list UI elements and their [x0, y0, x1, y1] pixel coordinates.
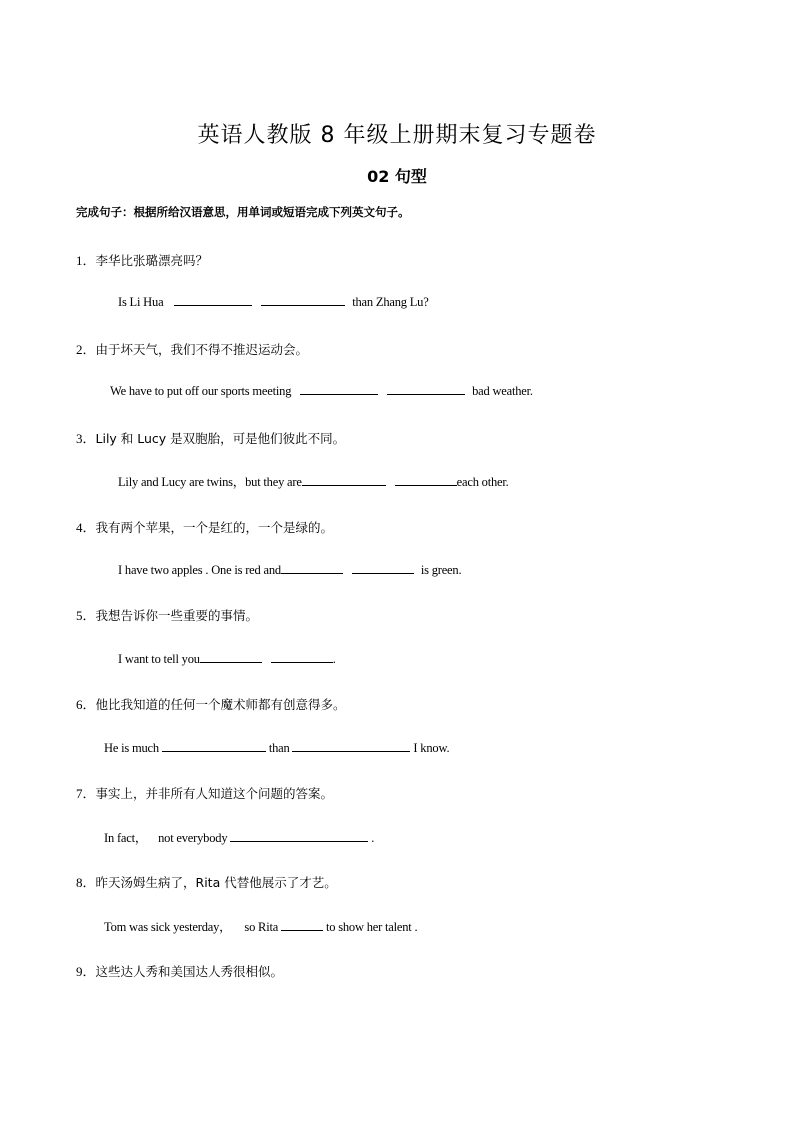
answer-blank[interactable]	[387, 382, 465, 395]
question-number: 8．	[76, 875, 96, 890]
answer-text: is green.	[420, 563, 462, 577]
question-chinese: 昨天汤姆生病了，Rita 代替他展示了才艺。	[95, 875, 337, 890]
answer-blank[interactable]	[300, 382, 378, 395]
question-chinese: 事实上，并非所有人知道这个问题的答案。	[95, 786, 334, 801]
answer-line-1	[118, 293, 429, 310]
answer-line-8	[104, 917, 417, 935]
answer-text: I know.	[413, 741, 450, 755]
question-chinese: 他比我知道的任何一个魔术师都有创意得多。	[95, 697, 346, 712]
page-subtitle: 02 句型	[367, 167, 427, 186]
answer-text: to show her talent .	[325, 920, 418, 934]
page-title: 英语人教版 8 年级上册期末复习专题卷	[197, 123, 597, 148]
question-number: 7．	[76, 786, 96, 801]
answer-text: Is Li Hua	[118, 295, 164, 309]
answer-blank[interactable]	[200, 650, 262, 663]
question-chinese: 我有两个苹果，一个是红的，一个是绿的。	[95, 520, 334, 535]
question-3	[76, 428, 345, 447]
answer-blank[interactable]	[174, 293, 252, 306]
answer-blank[interactable]	[162, 739, 266, 752]
instruction-text: 完成句子：根据所给汉语意思，用单词或短语完成下列英文句子。	[76, 205, 410, 219]
question-number: 3．	[76, 431, 96, 446]
answer-line-3	[118, 472, 509, 490]
answer-text: In fact，	[104, 831, 148, 845]
question-number: 6．	[76, 697, 96, 712]
answer-line-4	[118, 561, 461, 578]
answer-blank[interactable]	[302, 473, 386, 486]
answer-text: I want to tell you	[118, 652, 200, 666]
answer-blank[interactable]	[261, 293, 345, 306]
question-chinese: Lily 和 Lucy 是双胞胎，可是他们彼此不同。	[95, 431, 346, 446]
question-6	[76, 694, 346, 713]
answer-line-6	[104, 739, 449, 756]
question-chinese: 由于坏天气，我们不得不推迟运动会。	[95, 342, 309, 357]
question-number: 4．	[76, 520, 96, 535]
question-number: 9．	[76, 964, 96, 979]
answer-blank[interactable]	[230, 829, 368, 842]
answer-text: bad weather.	[472, 384, 533, 398]
answer-text: so Rita	[244, 920, 279, 934]
answer-text: not everybody	[158, 831, 228, 845]
question-chinese: 李华比张璐漂亮吗？	[95, 253, 209, 268]
answer-text: He is much	[104, 741, 159, 755]
question-1	[76, 250, 208, 269]
answer-text: Lily and Lucy are twins，but they are	[118, 475, 302, 489]
question-chinese: 这些达人秀和美国达人秀很相似。	[95, 964, 284, 979]
answer-text: .	[371, 831, 375, 845]
question-2	[76, 339, 308, 358]
question-chinese: 我想告诉你一些重要的事情。	[95, 608, 259, 623]
answer-text: than Zhang Lu?	[352, 295, 429, 309]
answer-blank[interactable]	[281, 561, 343, 574]
answer-line-5	[118, 650, 336, 667]
question-4	[76, 517, 333, 536]
answer-text: than	[268, 741, 290, 755]
question-7	[76, 783, 333, 802]
answer-line-7	[104, 828, 374, 846]
answer-line-2	[110, 382, 533, 399]
question-9	[76, 961, 283, 980]
answer-text: We have to put off our sports meeting	[110, 384, 292, 398]
question-5	[76, 605, 258, 624]
question-8	[76, 872, 337, 891]
answer-text: I have two apples . One is red and	[118, 563, 281, 577]
answer-blank[interactable]	[292, 739, 410, 752]
answer-blank[interactable]	[271, 650, 333, 663]
question-number: 5．	[76, 608, 96, 623]
answer-text: Tom was sick yesterday，	[104, 920, 232, 934]
answer-text: .	[332, 652, 336, 666]
question-number: 1．	[76, 253, 96, 268]
answer-blank[interactable]	[395, 473, 457, 486]
question-number: 2．	[76, 342, 96, 357]
answer-blank[interactable]	[281, 918, 323, 931]
answer-text: each other.	[456, 475, 509, 489]
answer-blank[interactable]	[352, 561, 414, 574]
